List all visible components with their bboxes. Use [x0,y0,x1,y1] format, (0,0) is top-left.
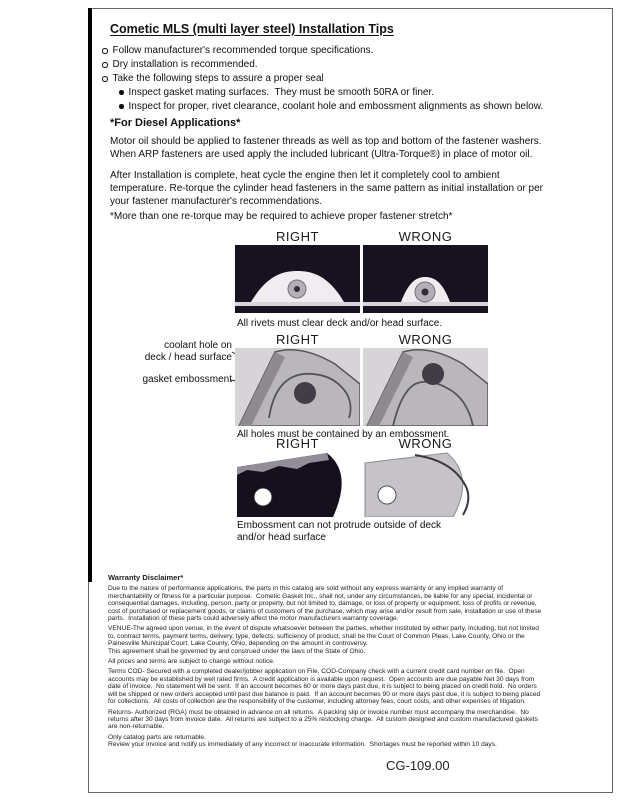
warranty-paragraph-prices: All prices and terms are subject to change without notice. [108,658,275,666]
tip-sub-item [102,101,554,112]
page-title: Cometic MLS (multi layer steel) Installation Tips [110,22,394,36]
page-code: CG-109.00 [386,758,450,773]
wrong-label-row2: WRONG [398,332,453,347]
diesel-paragraph-2: After Installation is complete, heat cycle the engine then let it completely cool to ambient temperature. Re-torque the cylinder head fasteners in the same pattern as initial installation or per your fastener manufacturer's recommendations. [110,170,546,207]
rivet-clearance-right-drawing [235,245,360,313]
warranty-venue-block [108,625,546,655]
binding-mark [88,8,92,582]
embossment-containment-wrong-drawing [363,348,488,426]
right-label-row3: RIGHT [276,436,319,451]
tip-item [102,45,554,56]
row2-caption: All holes must be contained by an embossment. [237,429,450,440]
coolant-hole-annotation [118,340,232,363]
warranty-paragraph-terms: Terms COD- Secured with a completed dealer/jobber application on File, COD-Company check with a current credit card number on file. Open accounts may be established by well rated firms. A credit application is available upon request. Open accounts are due payable Net 30 days from date of invoice. No statement will be sent. If an account becomes 60 or more days past due, it is subject to being placed on credit hold. No orders will be shipped or new orders accepted until past due balance is paid. If an account becomes 90 or more days past due, it is subject to being placed for collections. All costs of collection are the responsibility of the customer, including attorney fees, court costs, and other expenses of litigation. [108,668,542,706]
tip-item [102,73,554,84]
retorque-note: *More than one re-torque may be required to achieve proper fastener stretch* [110,211,453,222]
open-bullet-icon [102,76,108,82]
open-bullet-icon [102,48,108,54]
row3-caption-line1: Embossment can not protrude outside of deck [237,520,442,531]
embossment-protrusion-wrong-drawing [363,451,488,517]
coolant-hole-annotation-line1: coolant hole on [164,340,232,351]
rivet-clearance-wrong-image [363,245,488,313]
row3-caption [237,520,441,544]
warranty-disclaimer-section [108,574,546,752]
warranty-closing-block [108,734,546,749]
embossment-containment-right-drawing [235,348,360,426]
warranty-paragraph-disclaimer: Due to the nature of performance applications, the parts in this catalog are sold without any express warranty or any implied warranty of merchantability or fitness for a particular purpose. Cometic Gasket Inc., shall not, under any circumstances, be liable for any special, incidental or consequential damages, including, person, party or property, but not limited to, damage, or loss of property or equipment, loss of profits or revenue, cost of purchased or replacement goods, or claims of customers of the purchase, which may arise and/or result from sale, installation or use of these parts. Installation of these parts could adversely affect the motor manufacturers warranty coverage. [108,585,544,623]
coolant-hole-annotation-line2: deck / head surface [144,351,232,363]
warranty-paragraph-review: Review your invoice and notify us immediately of any incorrect or inaccurate information. Shortages must be reported within 10 days. [108,741,497,749]
tip-text: Take the following steps to assure a proper seal [112,73,324,84]
tips-list [102,45,554,115]
embossment-containment-wrong-image [363,348,488,426]
row1-caption: All rivets must clear deck and/or head surface. [237,318,443,329]
warranty-heading: Warranty Disclaimer* [108,573,184,582]
open-bullet-icon [102,62,108,68]
filled-bullet-icon [119,104,124,109]
tip-text: Dry installation is recommended. [112,59,258,70]
wrong-label-row1: WRONG [398,229,453,244]
tip-sub-item [102,87,554,98]
embossment-containment-right-image [235,348,360,426]
rivet-clearance-wrong-drawing [363,245,488,313]
embossment-protrusion-wrong-image [363,451,488,517]
warranty-paragraph-catalog: Only catalog parts are returnable. [108,733,206,741]
right-label-row2: RIGHT [276,332,319,347]
tip-text: Inspect for proper, rivet clearance, coolant hole and embossment alignments as shown below. [128,101,544,112]
row3-caption-line2: and/or head surface [237,532,326,543]
diesel-applications-heading: *For Diesel Applications* [110,117,241,129]
wrong-label-row3: WRONG [398,436,453,451]
right-label-row1: RIGHT [276,229,319,244]
warranty-paragraph-venue: VENUE-The agreed upon venue, in the event of dispute whatsoever between the parties, whether instituted by either party, including, but not limited to, contract terms, payment terms, delivery, type, defects, sufficiency of product, shall be the Court of Common Pleas, Lake County, Ohio or the Painesville Municipal Court, Lake County, Ohio, depending on the amount in controversy. [108,625,541,648]
embossment-protrusion-right-drawing [235,451,360,517]
tip-text: Inspect gasket mating surfaces. They must be smooth 50RA or finer. [128,87,435,98]
warranty-paragraph-venue2: This agreement shall be governed by and construed under the laws of the State of Ohio. [108,647,366,655]
tip-item [102,59,554,70]
warranty-paragraph-returns: Returns- Authorized (RGA) must be obtained in advance on all returns. A packing slip or invoice number must accompany the merchandise. No returns after 30 days from invoice date. All returns are subject to a 25% restocking charge. All custom designed and custom manufactured gaskets are non-returnable. [108,708,540,731]
embossment-protrusion-right-image [235,451,360,517]
diesel-paragraph-1: Motor oil should be applied to fastener threads as well as top and bottom of the fastener washers. When ARP fasteners are used apply the included lubricant (Ultra-Torque®) in place of motor oil. [110,136,545,160]
gasket-embossment-annotation: gasket embossment [142,374,232,385]
rivet-clearance-right-image [235,245,360,313]
filled-bullet-icon [119,90,124,95]
tip-text: Follow manufacturer's recommended torque specifications. [112,45,374,56]
